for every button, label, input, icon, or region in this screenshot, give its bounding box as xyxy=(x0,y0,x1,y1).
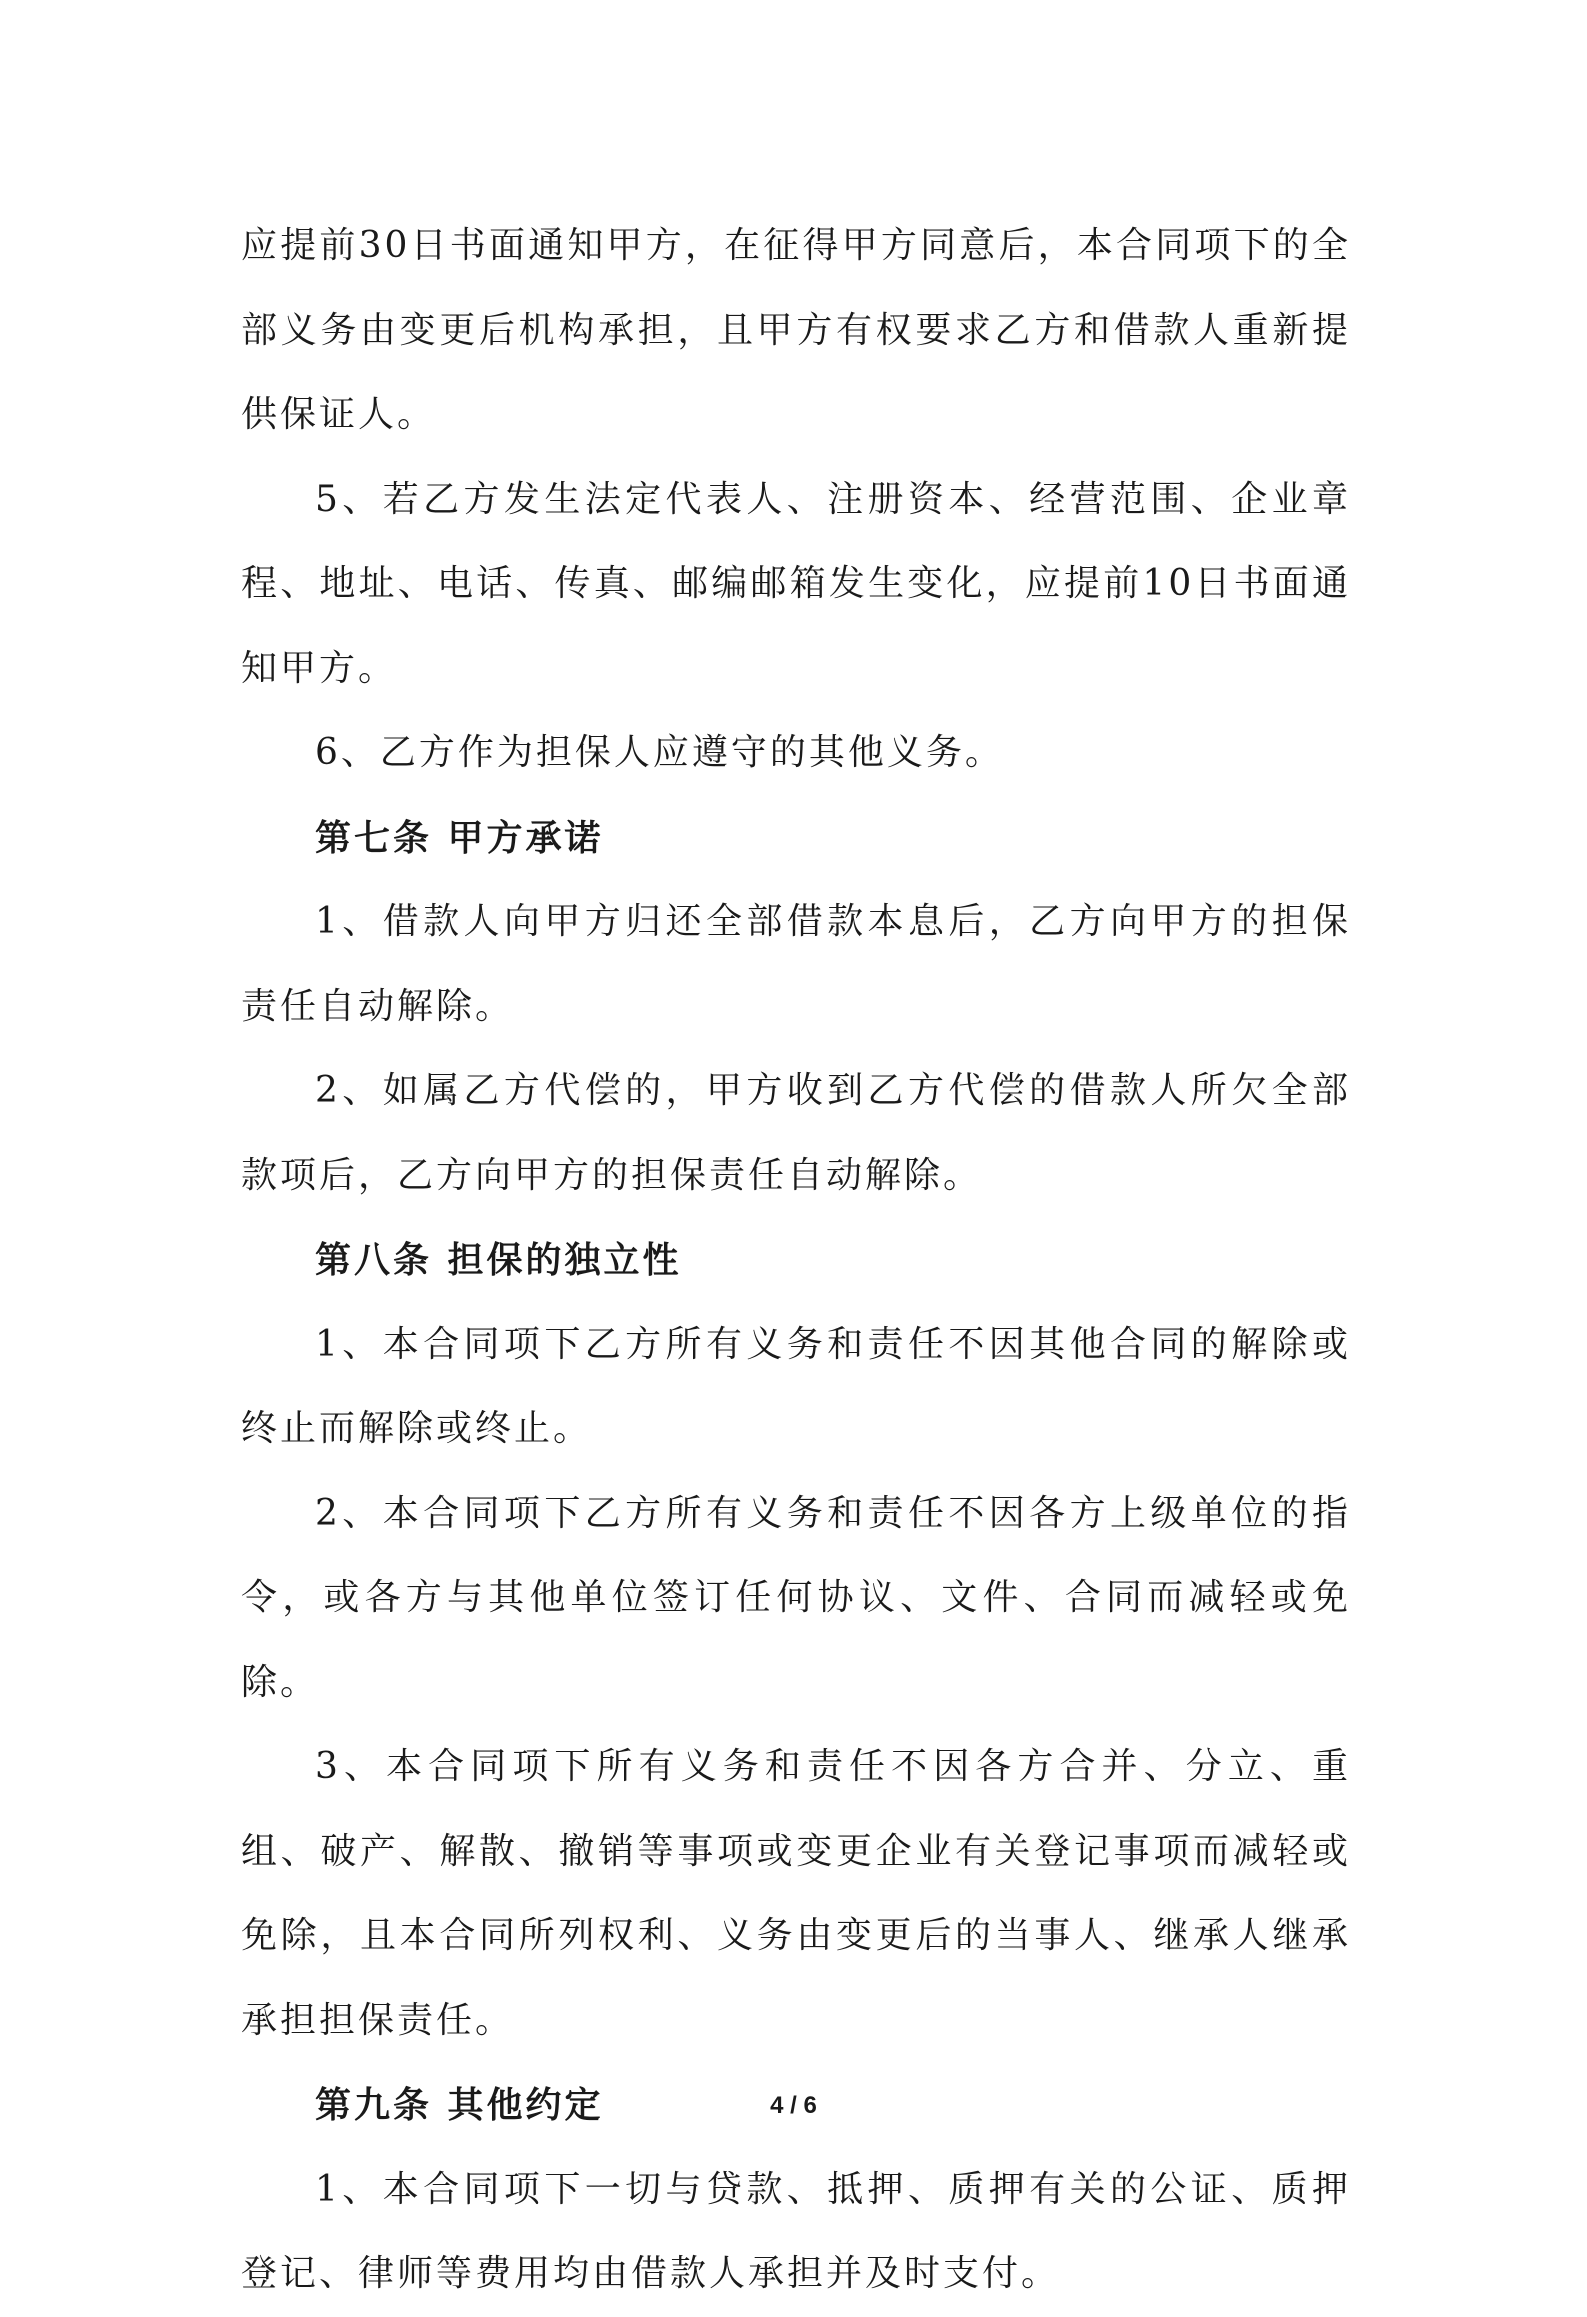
document-body xyxy=(241,204,1351,2317)
paragraph-continuation: 应提前30日书面通知甲方，在征得甲方同意后，本合同项下的全部义务由变更后机构承担，且甲方有权要求乙方和借款人重新提供保证人。 xyxy=(241,225,1351,435)
article-heading-7: 第七条 甲方承诺 xyxy=(315,816,604,859)
clause-item-6-5: 5、若乙方发生法定代表人、注册资本、经营范围、企业章程、地址、电话、传真、邮编邮箱发生变化，应提前10日书面通知甲方。 xyxy=(241,478,1351,689)
clause-item-8-2: 2、本合同项下乙方所有义务和责任不因各方上级单位的指令，或各方与其他单位签订任何协议、文件、合同而减轻或免除。 xyxy=(241,1492,1351,1703)
clause-item-9-1: 1、本合同项下一切与贷款、抵押、质押有关的公证、质押登记、律师等费用均由借款人承担并及时支付。 xyxy=(241,2168,1351,2294)
page-number: 4 / 6 xyxy=(770,2092,817,2119)
clause-item-8-1: 1、本合同项下乙方所有义务和责任不因其他合同的解除或终止而解除或终止。 xyxy=(241,1323,1351,1449)
clause-item-6-6: 6、乙方作为担保人应遵守的其他义务。 xyxy=(315,732,1004,773)
clause-item-7-2: 2、如属乙方代偿的，甲方收到乙方代偿的借款人所欠全部款项后，乙方向甲方的担保责任自动解除。 xyxy=(241,1070,1351,1196)
article-heading-9: 第九条 其他约定 xyxy=(315,2084,604,2126)
article-heading-8: 第八条 担保的独立性 xyxy=(315,1239,682,1281)
clause-item-7-1: 1、借款人向甲方归还全部借款本息后，乙方向甲方的担保责任自动解除。 xyxy=(241,901,1351,1027)
clause-item-8-3: 3、本合同项下所有义务和责任不因各方合并、分立、重组、破产、解散、撤销等事项或变更企业有关登记事项而减轻或免除，且本合同所列权利、义务由变更后的当事人、继承人继承承担担保责任。 xyxy=(241,1746,1351,2041)
